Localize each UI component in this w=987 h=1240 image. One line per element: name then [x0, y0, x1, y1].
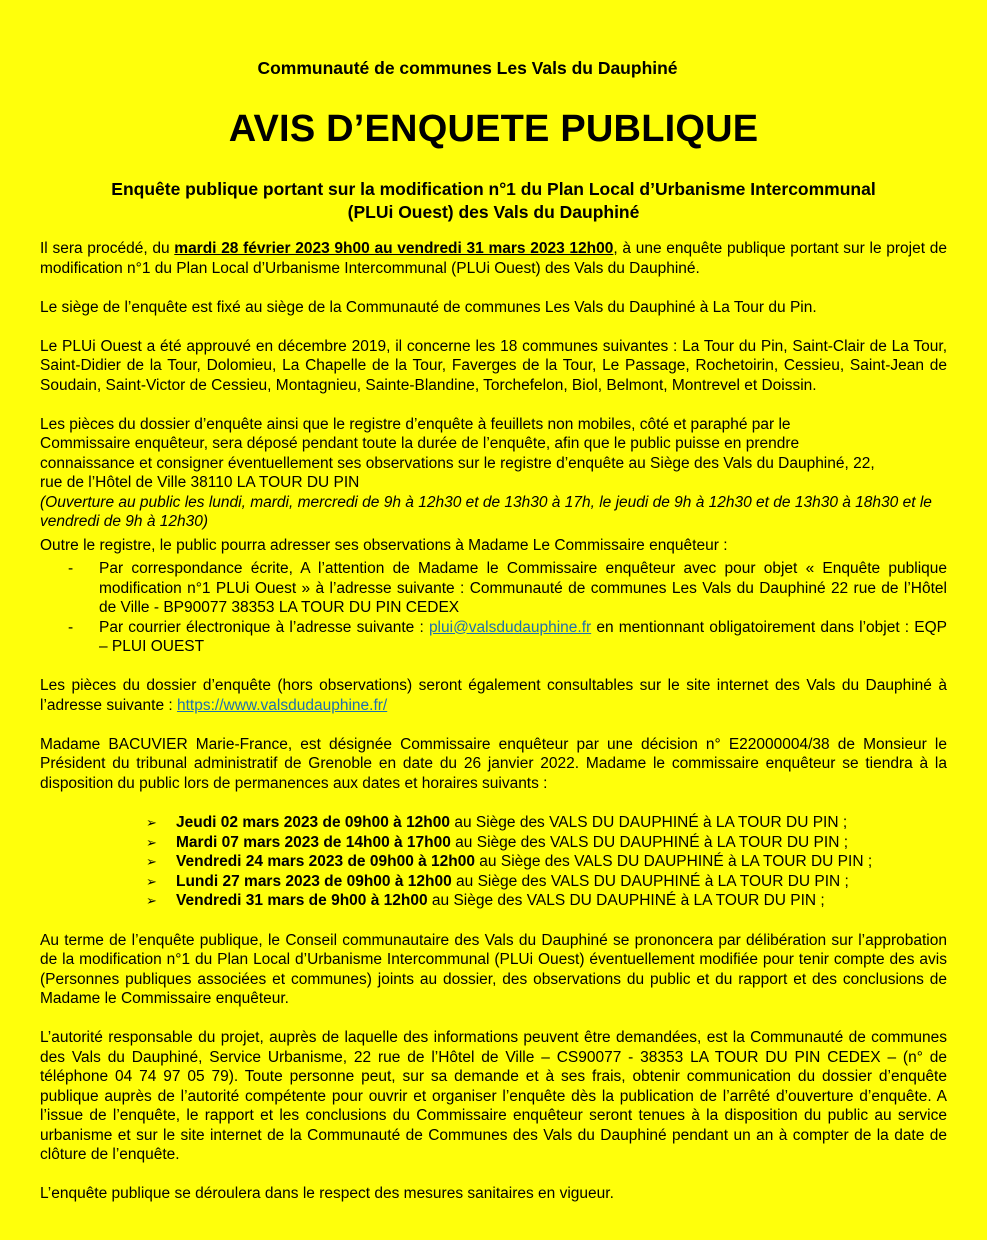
- paragraph-conclusion: Au terme de l’enquête publique, le Conseil communautaire des Vals du Dauphiné se prononcera par délibération sur l’approbation de la modification n°1 du Plan Local d’Urbanisme Intercommunal (PLUi Ouest) éventuellement modifiée pour tenir compte des avis (Personnes publiques associées et communes) joints au dossier, des observations du public et du rapport et des conclusions de Madame le Commissaire enquêteur.: [40, 931, 947, 1007]
- opening-hours: (Ouverture au public les lundi, mardi, mercredi de 9h à 12h30 et de 13h30 à 17h, le jeudi de 9h à 12h30 et de 13h30 à 18h30 et le vendredi de 9h à 12h30): [40, 493, 932, 530]
- permanence-date: Lundi 27 mars 2023 de 09h00 à 12h00: [176, 872, 452, 890]
- paragraph-website: [40, 676, 947, 715]
- arrow-bullet-icon: ➢: [146, 815, 157, 830]
- permanence-place: au Siège des VALS DU DAUPHINÉ à LA TOUR DU PIN ;: [450, 833, 849, 851]
- organization-name: Communauté de communes Les Vals du Dauphiné: [257, 58, 678, 78]
- list-item: [40, 891, 947, 911]
- email-link[interactable]: plui@valsdudauphine.fr: [428, 618, 592, 636]
- paragraph-communes: Le PLUi Ouest a été approuvé en décembre 2019, il concerne les 18 communes suivantes : La Tour du Pin, Saint-Clair de La Tour, Saint-Didier de la Tour, Dolomieu, La Chapelle de la Tour, Faverges de la Tour, Le Passage, Rochetoirin, Cessieu, Saint-Jean de Soudain, Saint-Victor de Cessieu, Montagnieu, Sainte-Blandine, Torchefelon, Biol, Belmont, Montrevel et Doissin.: [40, 337, 947, 394]
- list-item: [40, 813, 947, 833]
- permanence-date: Mardi 07 mars 2023 de 14h00 à 17h00: [176, 833, 451, 851]
- page-title: AVIS D’ENQUETE PUBLIQUE: [228, 108, 759, 150]
- paragraph-seat: Le siège de l’enquête est fixé au siège de la Communauté de communes Les Vals du Dauphiné à La Tour du Pin.: [40, 298, 817, 316]
- dates-intro: Il sera procédé, du: [40, 240, 175, 257]
- documents-line-3: connaissance et consigner éventuellement ses observations sur le registre d’enquête au Siège des Vals du Dauphiné, 22,: [40, 454, 875, 472]
- subtitle-line-2: (PLUi Ouest) des Vals du Dauphiné: [347, 202, 640, 222]
- website-intro: Les pièces du dossier d’enquête (hors observations) seront également consultables sur le site internet des Vals du Dauphiné à l’adresse suivante :: [40, 677, 947, 714]
- permanence-place: au Siège des VALS DU DAUPHINÉ à LA TOUR DU PIN ;: [451, 872, 849, 890]
- list-item: [40, 618, 947, 657]
- list-item: [40, 559, 947, 618]
- paragraph-sanitary: L’enquête publique se déroulera dans le respect des mesures sanitaires en vigueur.: [40, 1185, 614, 1202]
- paragraph-observations: Outre le registre, le public pourra adresser ses observations à Madame Le Commissaire enquêteur :: [40, 536, 728, 554]
- arrow-bullet-icon: ➢: [146, 854, 157, 869]
- list-item: [40, 833, 947, 853]
- documents-line-4: rue de l’Hôtel de Ville 38110 LA TOUR DU PIN: [40, 474, 360, 491]
- permanences-list: [40, 813, 947, 911]
- documents-line-1: Les pièces du dossier d’enquête ainsi que le registre d’enquête à feuillets non mobiles, côté et paraphé par le: [40, 415, 791, 433]
- permanence-place: au Siège des VALS DU DAUPHINÉ à LA TOUR DU PIN ;: [475, 853, 873, 870]
- list-item: [40, 872, 947, 892]
- paragraph-commissioner: Madame BACUVIER Marie-France, est désignée Commissaire enquêteur par une décision n° E22000004/38 de Monsieur le Président du tribunal administratif de Grenoble en date du 26 janvier 2022. Madame le commissaire enquêteur se tiendra à la disposition du public lors de permanences aux dates et horaires suivants :: [40, 735, 947, 792]
- notice-body: [40, 239, 947, 1223]
- permanence-date: Vendredi 31 mars de 9h00 à 12h00: [176, 892, 428, 909]
- permanence-place: au Siège des VALS DU DAUPHINÉ à LA TOUR DU PIN ;: [427, 892, 825, 909]
- permanence-place: au Siège des VALS DU DAUPHINÉ à LA TOUR DU PIN ;: [450, 814, 848, 831]
- email-method-intro: Par courrier électronique à l’adresse suivante :: [99, 618, 429, 636]
- permanence-date: Jeudi 02 mars 2023 de 09h00 à 12h00: [176, 814, 451, 831]
- arrow-bullet-icon: ➢: [146, 834, 157, 850]
- list-item: [40, 852, 947, 872]
- paragraph-dates: [40, 239, 947, 278]
- page-subtitle: [40, 178, 947, 224]
- paragraph-authority: L’autorité responsable du projet, auprès de laquelle des informations peuvent être demandées, est la Communauté de communes des Vals du Dauphiné, Service Urbanisme, 22 rue de l’Hôtel de Ville – CS90077 - 38353 LA TOUR DU PIN CEDEX – (n° de téléphone 04 74 97 05 79). Toute personne peut, sur sa demande et à ses frais, obtenir communication du dossier d’enquête publique auprès de l’autorité compétente pour ouvrir et organiser l’enquête dès la publication de l’arrêté d’ouverture d’enquête. A l’issue de l’enquête, le rapport et les conclusions du Commissaire enquêteur seront tenues à la disposition du public au service urbanisme et sur le site internet de la Communauté de Communes des Vals du Dauphiné pendant un an à compter de la date de clôture de l’enquête.: [40, 1029, 947, 1163]
- enquiry-dates: mardi 28 février 2023 9h00 au vendredi 31 mars 2023 12h00: [174, 240, 614, 257]
- dash-bullet: -: [68, 560, 74, 577]
- paragraph-documents: [40, 415, 947, 532]
- dash-bullet: -: [68, 618, 74, 636]
- website-link[interactable]: https://www.valsdudauphine.fr/: [177, 696, 388, 714]
- email-method-outro: en mentionnant obligatoirement dans l’objet : EQP – PLUI OUEST: [99, 618, 947, 655]
- permanence-date: Vendredi 24 mars 2023 de 09h00 à 12h00: [176, 853, 475, 870]
- postal-mail-method: Par correspondance écrite, A l’attention de Madame le Commissaire enquêteur avec pour objet « Enquête publique modification n°1 PLUi Ouest » à l’adresse suivante : Communauté de communes Les Vals du Dauphiné 22 rue de l’Hôtel de Ville - BP90077 38353 LA TOUR DU PIN CEDEX: [99, 560, 947, 616]
- documents-line-2: Commissaire enquêteur, sera déposé pendant toute la durée de l’enquête, afin que le public puisse en prendre: [40, 435, 800, 452]
- subtitle-line-1: Enquête publique portant sur la modification n°1 du Plan Local d’Urbanisme Intercommunal: [111, 179, 876, 199]
- observation-methods-list: [40, 559, 947, 657]
- arrow-bullet-icon: ➢: [146, 873, 157, 889]
- arrow-bullet-icon: ➢: [146, 893, 157, 908]
- dates-outro: , à une enquête publique portant sur le projet de modification n°1 du Plan Local d’Urbanisme Intercommunal (PLUi Ouest) des Vals du Dauphiné.: [40, 240, 947, 277]
